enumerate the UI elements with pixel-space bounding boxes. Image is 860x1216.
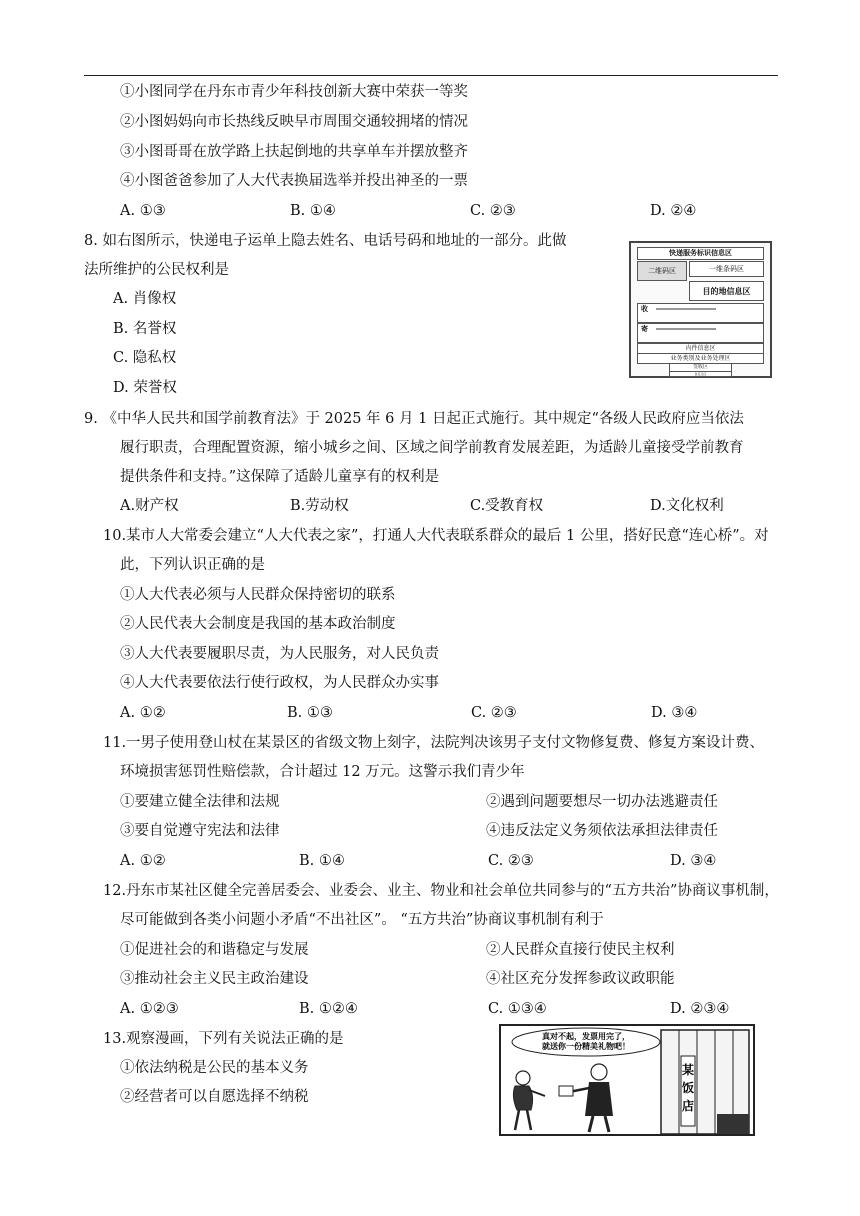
q7-choice-a: A. ①③	[120, 203, 166, 219]
q13-option-1: ①依法纳税是公民的基本义务	[120, 1060, 309, 1076]
q10-choice-b: B. ①③	[287, 705, 333, 721]
waybill-row-receiver	[637, 303, 764, 323]
cartoon-speech-line2: 就送你一份精美礼物吧！	[542, 1042, 630, 1051]
q7-choice-d: D. ②④	[650, 203, 697, 219]
q7-option-4: ④小图爸爸参加了人大代表换届选举并投出神圣的一票	[120, 173, 468, 189]
waybill-row-sender	[637, 323, 764, 343]
q8-stem-line2: 法所维护的公民权利是	[84, 262, 229, 278]
q11-choice-c: C. ②③	[488, 853, 534, 869]
q8-choice-d: D. 荣誉权	[113, 380, 177, 396]
waybill-sender-label: 寄	[641, 324, 648, 333]
q9-choice-b: B.劳动权	[290, 498, 349, 514]
q7-option-3: ③小图哥哥在放学路上扶起倒地的共享单车并摆放整齐	[120, 144, 468, 160]
q11-choice-a: A. ①②	[120, 853, 166, 869]
q10-stem-line1: 10.某市人大常委会建立“人大代表之家”，打通人大代表联系群众的最后 1 公里，搭好民意“连心桥”。对	[103, 528, 769, 544]
q10-stem-line2: 此，下列认识正确的是	[120, 557, 265, 573]
waybill-row-destination: 目的地信息区	[689, 281, 764, 301]
q10-option-4: ④人大代表要依法行使行政权，为人民群众办实事	[120, 675, 439, 691]
q9-stem-line3: 提供条件和支持。”这保障了适龄儿童享有的权利是	[120, 469, 440, 485]
q12-stem-line2: 尽可能做到各类小问题小矛盾“不出社区”。 “五方共治”协商议事机制有利于	[120, 912, 604, 928]
q8-choice-a: A. 肖像权	[113, 291, 177, 307]
q10-option-1: ①人大代表必须与人民群众保持密切的联系	[120, 587, 396, 603]
cartoon-speech-line1: 真对不起，发票用完了，	[542, 1032, 630, 1041]
waybill-row-custom: 自定义区	[669, 371, 732, 377]
waybill-row-contents: 内件信息区	[637, 343, 764, 354]
q12-option-2: ②人民群众直接行使民主权利	[486, 942, 675, 958]
q13-option-2: ②经营者可以自愿选择不纳税	[120, 1089, 309, 1105]
q8-stem-line1: 8. 如右图所示，快递电子运单上隐去姓名、电话号码和地址的一部分。此做	[84, 233, 567, 249]
q11-choice-d: D. ③④	[670, 853, 717, 869]
q12-option-3: ③推动社会主义民主政治建设	[120, 971, 309, 987]
waybill-row-business: 业务类别及业务处理区	[637, 353, 764, 364]
q10-option-3: ③人大代表要履职尽责，为人民服务，对人民负责	[120, 646, 439, 662]
waybill-row-barcode: 一维条码区	[689, 261, 764, 277]
waybill-row-service: 快递服务标识信息区	[637, 247, 764, 260]
q9-choice-d: D.文化权利	[650, 498, 724, 514]
q7-option-1: ①小图同学在丹东市青少年科技创新大赛中荣获一等奖	[120, 84, 468, 100]
q10-choice-c: C. ②③	[471, 705, 517, 721]
shop-sign-char-2: 饭	[681, 1081, 695, 1095]
q11-choice-b: B. ①④	[299, 853, 345, 869]
q11-option-3: ③要自觉遵守宪法和法律	[120, 823, 280, 839]
waybill-receiver-label: 收	[641, 304, 648, 313]
q12-choice-c: C. ①③④	[488, 1001, 547, 1017]
q9-stem-line1: 9. 《中华人民共和国学前教育法》于 2025 年 6 月 1 日起正式施行。其中规定“各级人民政府应当依法	[84, 411, 744, 427]
q7-choice-c: C. ②③	[470, 203, 516, 219]
tax-cartoon	[499, 1024, 755, 1136]
q12-choice-b: B. ①②④	[299, 1001, 358, 1017]
q10-option-2: ②人民代表大会制度是我国的基本政治制度	[120, 616, 396, 632]
q12-stem-line1: 12.丹东市某社区健全完善居委会、业委会、业主、物业和社会单位共同参与的“五方共治”协商议事机制，	[103, 883, 779, 899]
shop-sign-char-1: 某	[681, 1063, 695, 1077]
q10-choice-a: A. ①②	[120, 705, 166, 721]
q9-choice-c: C.受教育权	[470, 498, 544, 514]
q7-option-2: ②小图妈妈向市长热线反映早市周围交通较拥堵的情况	[120, 114, 468, 130]
q11-option-1: ①要建立健全法律和法规	[120, 794, 280, 810]
q8-choice-b: B. 名誉权	[113, 321, 177, 337]
q11-option-4: ④违反法定义务须依法承担法律责任	[486, 823, 718, 839]
shop-sign-char-3: 店	[681, 1099, 695, 1113]
q9-stem-line2: 履行职责，合理配置资源，缩小城乡之间、区域之间学前教育发展差距，为适龄儿童接受学前教育	[120, 440, 744, 456]
waybill-redacted-bar	[656, 308, 716, 310]
waybill-figure	[629, 241, 772, 378]
q8-choice-c: C. 隐私权	[113, 350, 177, 366]
q11-stem-line2: 环境损害惩罚性赔偿款，合计超过 12 万元。这警示我们青少年	[120, 764, 525, 780]
waybill-qr-area: 二维码区	[637, 261, 687, 281]
waybill-row-signature: 签收区	[669, 363, 732, 372]
q9-choice-a: A.财产权	[120, 498, 179, 514]
q12-option-4: ④社区充分发挥参政议政职能	[486, 971, 675, 987]
q13-stem: 13.观察漫画，下列有关说法正确的是	[103, 1031, 344, 1047]
q11-stem-line1: 11.一男子使用登山杖在某景区的省级文物上刻字，法院判决该男子支付文物修复费、修复方案设计费、	[103, 735, 765, 751]
q7-choice-b: B. ①④	[290, 203, 336, 219]
q12-choice-d: D. ②③④	[670, 1001, 730, 1017]
waybill-redacted-bar	[656, 328, 716, 330]
q11-option-2: ②遇到问题要想尽一切办法逃避责任	[486, 794, 718, 810]
q12-choice-a: A. ①②③	[120, 1001, 179, 1017]
q10-choice-d: D. ③④	[651, 705, 698, 721]
header-rule	[84, 75, 778, 76]
q12-option-1: ①促进社会的和谐稳定与发展	[120, 942, 309, 958]
cartoon-drawing	[501, 1026, 753, 1134]
